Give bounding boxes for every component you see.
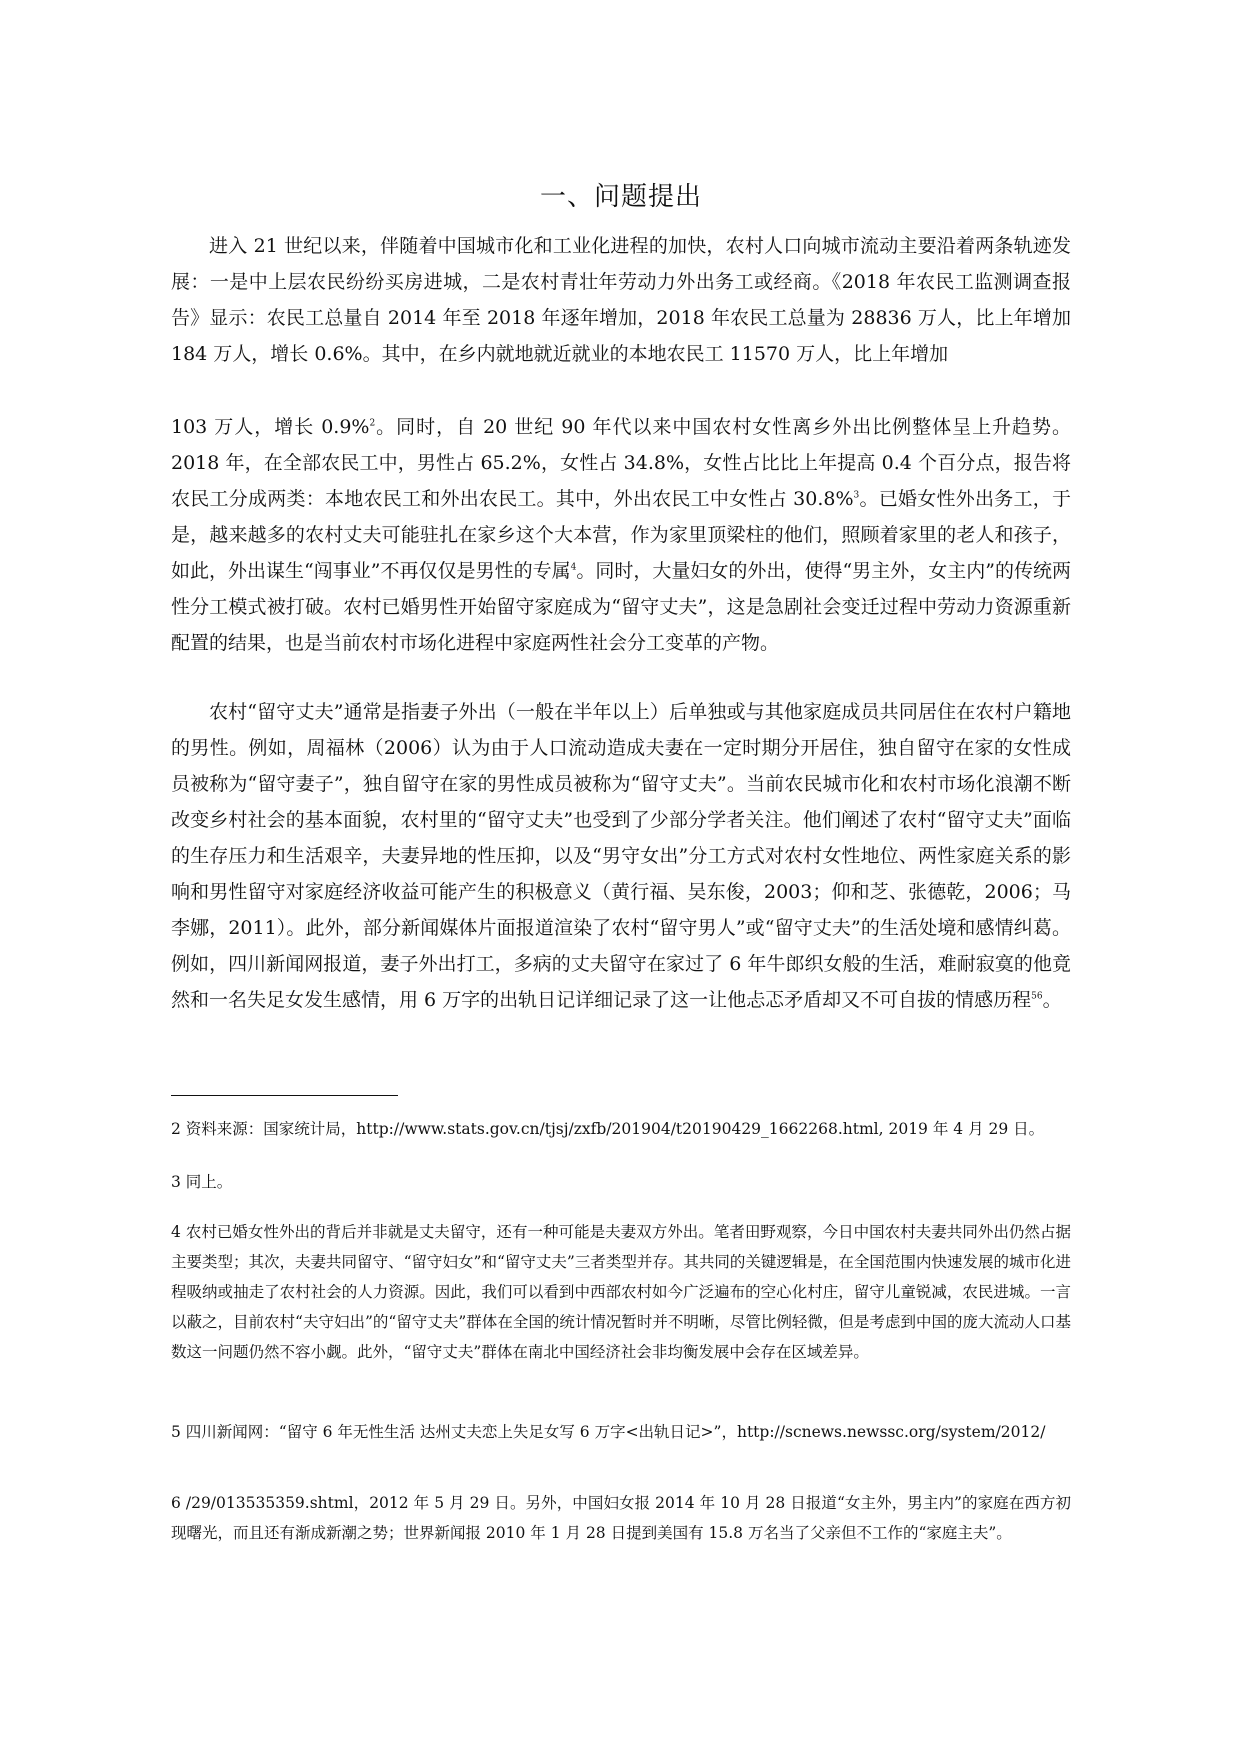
footnote-2: 2 资料来源：国家统计局，http://www.stats.gov.cn/tjsj/zxfb/201904/t20190429_1662268.html, 2019 年 4 月 29 日。 [171, 1120, 1045, 1138]
footnote-3: 3 同上。 [171, 1173, 233, 1191]
paragraph-1: 进入 21 世纪以来，伴随着中国城市化和工业化进程的加快，农村人口向城市流动主要沿着两条轨迹发展：一是中上层农民纷纷买房进城，二是农村青壮年劳动力外出务工或经商。《2018 年农民工监测调查报告》显示：农民工总量自 2014 年至 2018 年逐年增加，2018 年农民工总量为 28836 万人，比上年增加 184 万人，增长 0.6%。其中，在乡内就地就近就业的本地农民工 11570 万人，比上年增加 [171, 235, 1071, 365]
footnote-ref-5-6[interactable]: 56 [1031, 991, 1043, 1002]
footnote-ref-3[interactable]: 3 [853, 490, 860, 501]
section-title: 一、问题提出 [539, 182, 702, 212]
footnote-5: 5 四川新闻网：“留守 6 年无性生活 达州丈夫恋上失足女写 6 万字<出轨日记>”，http://scnews.newssc.org/system/2012/ [171, 1423, 1046, 1441]
paragraph-2-text-a: 103 万人，增长 0.9% [171, 416, 370, 438]
paragraph-2-text-d: 。同时，大量妇女的外出，使得“男主外，女主内”的传统两性分工模式被打破。农村已婚男性开始留守家庭成为“留守丈夫”，这是急剧社会变迁过程中劳动力资源重新配置的结果，也是当前农村市场化进程中家庭两性社会分工变革的产物。 [171, 560, 1071, 654]
footnote-4: 4 农村已婚女性外出的背后并非就是丈夫留守，还有一种可能是夫妻双方外出。笔者田野观察，今日中国农村夫妻共同外出仍然占据主要类型；其次，夫妻共同留守、“留守妇女”和“留守丈夫”三者类型并存。其共同的关键逻辑是，在全国范围内快速发展的城市化进程吸纳或抽走了农村社会的人力资源。因此，我们可以看到中西部农村如今广泛遍布的空心化村庄，留守儿童锐减，农民进城。一言以蔽之，目前农村“夫守妇出”的“留守丈夫”群体在全国的统计情况暂时并不明晰，尽管比例轻微，但是考虑到中国的庞大流动人口基数这一问题仍然不容小觑。此外，“留守丈夫”群体在南北中国经济社会非均衡发展中会存在区域差异。 [171, 1223, 1071, 1361]
footnote-ref-2[interactable]: 2 [369, 418, 376, 429]
footnote-separator [171, 1095, 398, 1096]
footnote-ref-4[interactable]: 4 [570, 562, 577, 573]
paragraph-2-text-c: 。已婚女性外出务工，于是，越来越多的农村丈夫可能驻扎在家乡这个大本营，作为家里顶梁柱的他们，照顾着家里的老人和孩子，如此，外出谋生“闯事业”不再仅仅是男性的专属 [171, 488, 1071, 582]
paragraph-2 [171, 409, 1071, 661]
paragraph-3 [171, 694, 1071, 1018]
footnote-6: 6 /29/013535359.shtml，2012 年 5 月 29 日。另外，中国妇女报 2014 年 10 月 28 日报道“女主外，男主内”的家庭在西方初现曙光，而且还有渐成新潮之势；世界新闻报 2010 年 1 月 28 日提到美国有 15.8 万名当了父亲但不工作的“家庭主夫”。 [171, 1494, 1071, 1542]
paragraph-3-text-a: 农村“留守丈夫”通常是指妻子外出（一般在半年以上）后单独或与其他家庭成员共同居住在农村户籍地的男性。例如，周福林（2006）认为由于人口流动造成夫妻在一定时期分开居住，独自留守在家的女性成员被称为“留守妻子”，独自留守在家的男性成员被称为“留守丈夫”。当前农民城市化和农村市场化浪潮不断改变乡村社会的基本面貌，农村里的“留守丈夫”也受到了少部分学者关注。他们阐述了农村“留守丈夫”面临的生存压力和生活艰辛，夫妻异地的性压抑，以及“男守女出”分工方式对农村女性地位、两性家庭关系的影响和男性留守对家庭经济收益可能产生的积极意义（黄行福、吴东俊，2003；仰和芝、张德乾，2006；马李娜，2011）。此外，部分新闻媒体片面报道渲染了农村“留守男人”或“留守丈夫”的生活处境和感情纠葛。例如，四川新闻网报道，妻子外出打工，多病的丈夫留守在家过了 6 年牛郎织女般的生活，难耐寂寞的他竟然和一名失足女发生感情，用 6 万字的出轨日记详细记录了这一让他忐忑矛盾却又不可自拔的情感历程 [171, 701, 1071, 1011]
paragraph-3-text-b: 。 [1042, 989, 1062, 1011]
paragraph-2-text-b: 。同时，自 20 世纪 90 年代以来中国农村女性离乡外出比例整体呈上升趋势。 2018 年，在全部农民工中，男性占 65.2%，女性占 34.8%，女性占比比上年提高 0.4 个百分点，报告将农民工分成两类：本地农民工和外出农民工。其中，外出农民工中女性占 30.8% [171, 416, 1071, 510]
